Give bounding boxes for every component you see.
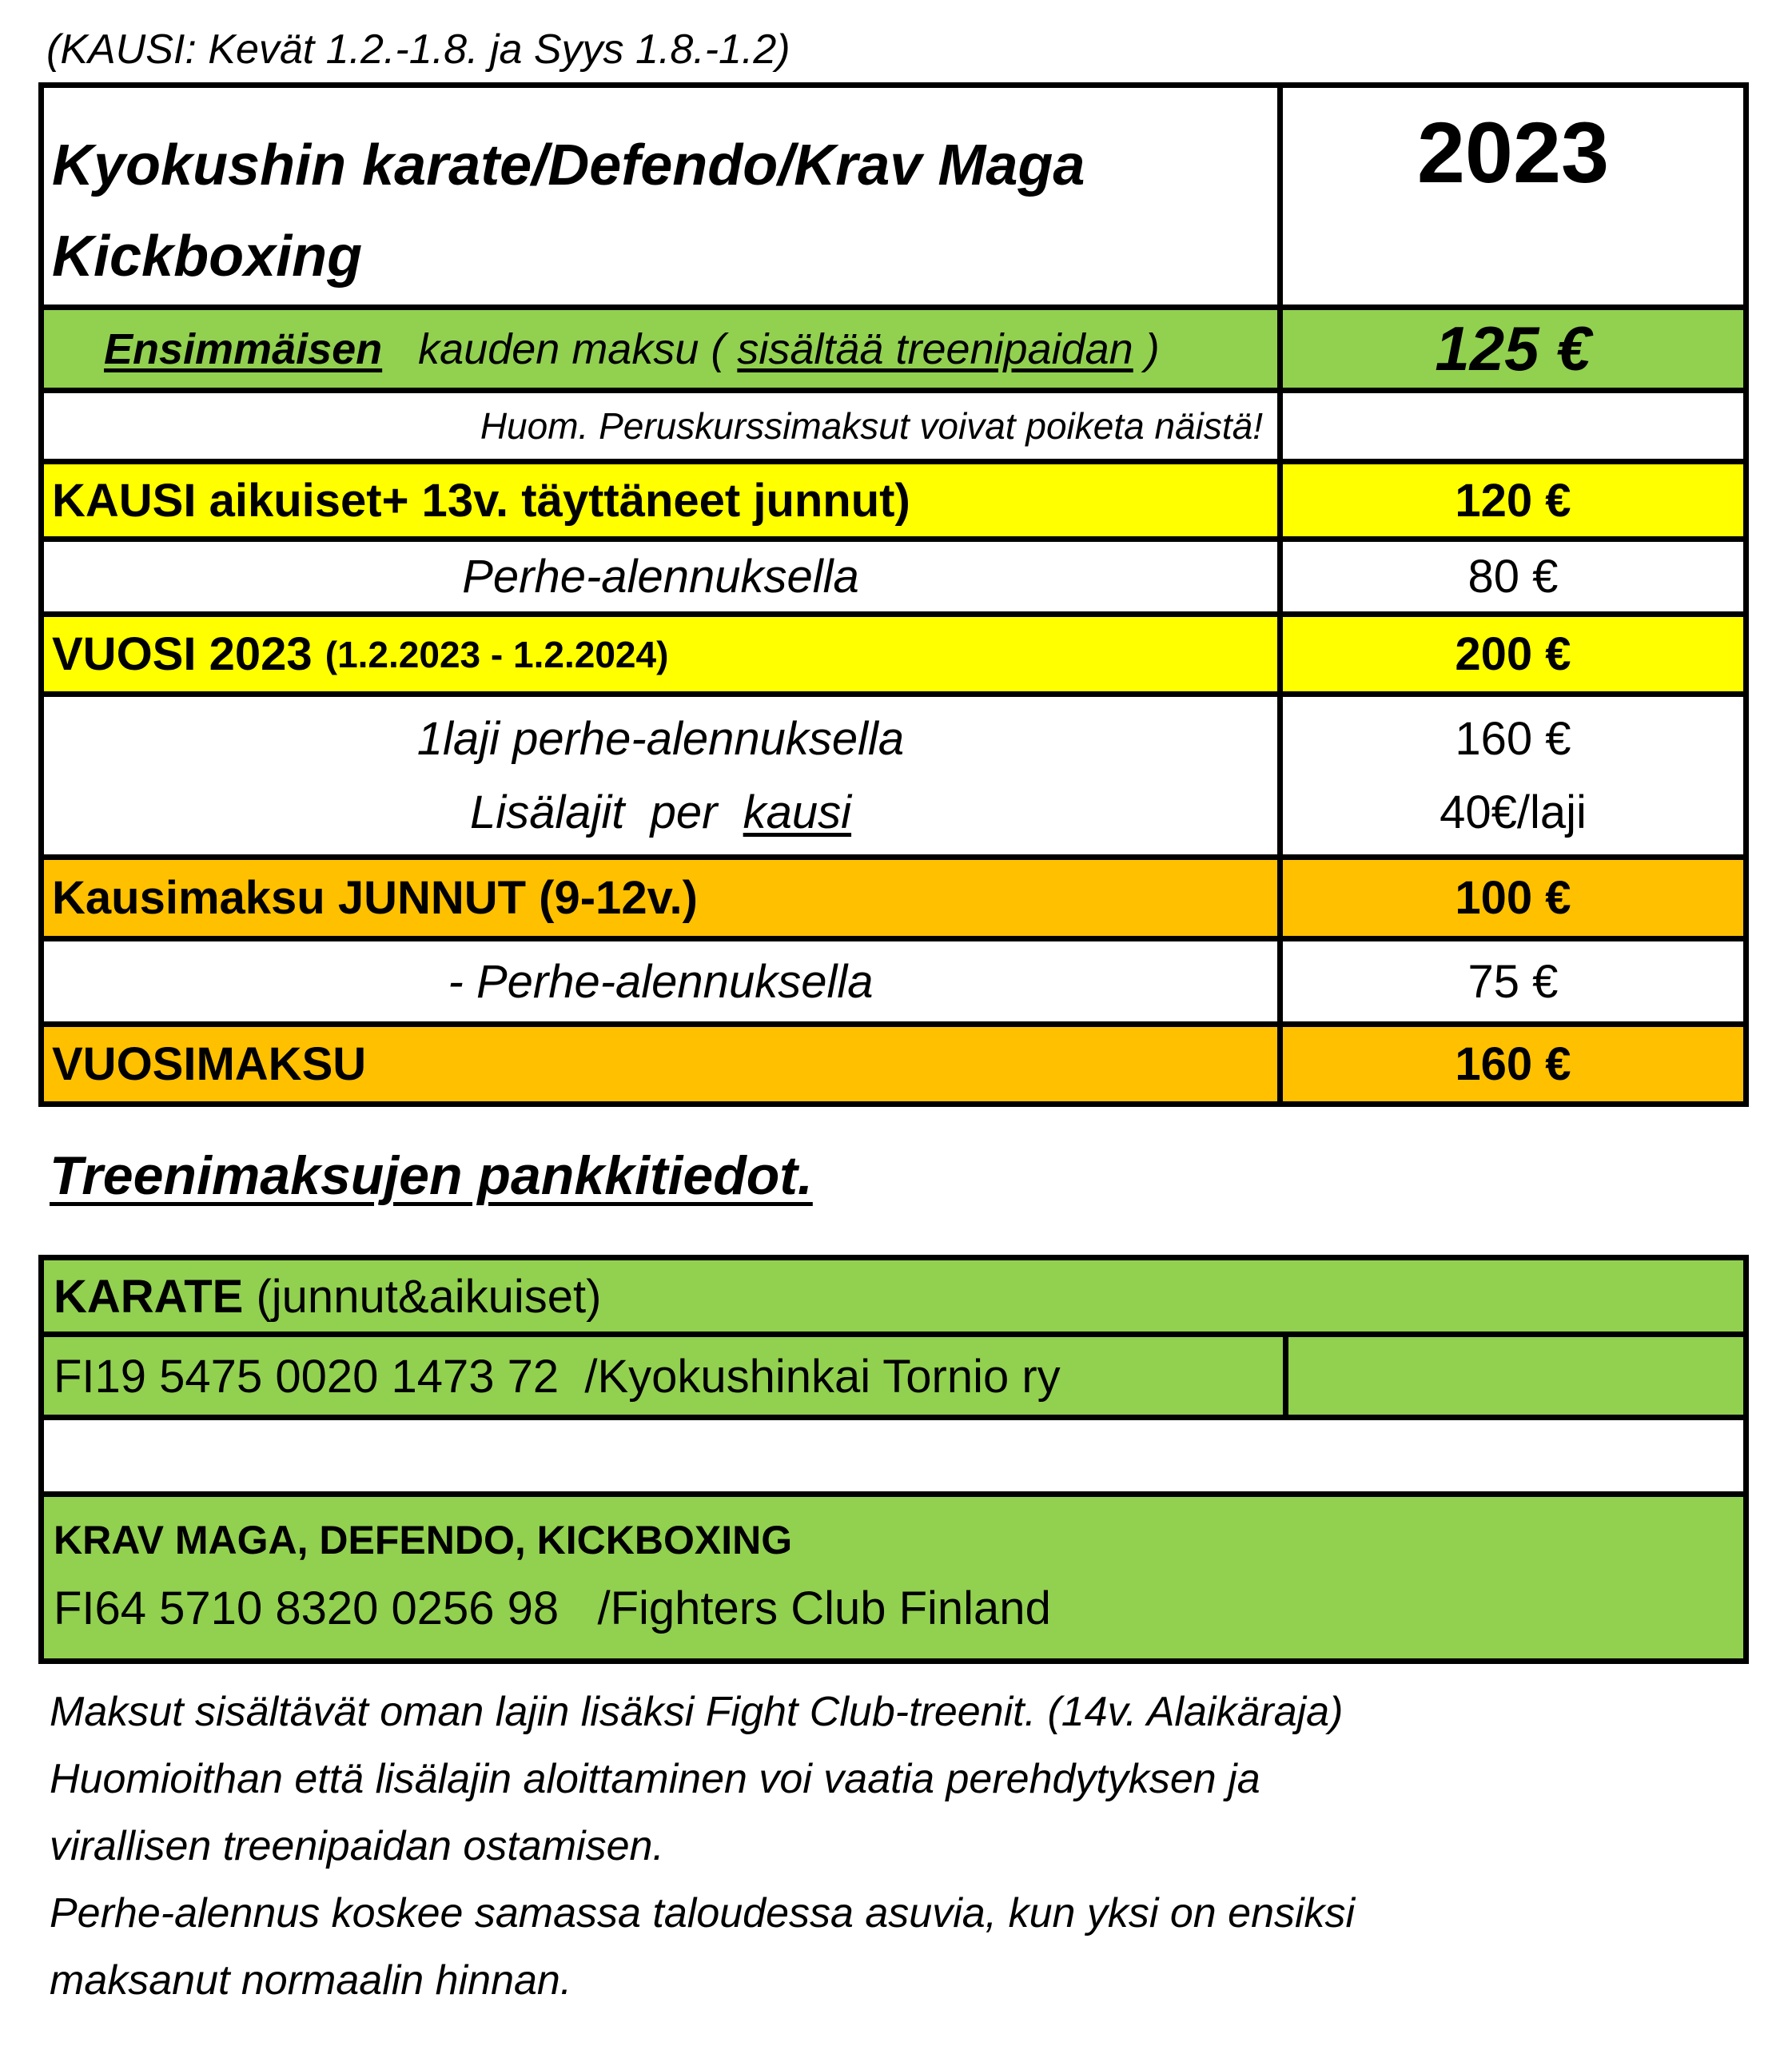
season-adults-label-cell (44, 464, 1283, 536)
year-junior-label: VUOSIMAKSU (52, 1038, 367, 1090)
karate-account: FI19 5475 0020 1473 72 /Kyokushinkai Tornio ry (54, 1351, 1061, 1403)
first-fee-label-mid: kauden maksu ( (382, 324, 738, 373)
season-junior-family-row (44, 936, 1743, 1021)
season-adults-family-price-cell (1283, 542, 1743, 611)
footer-line-1: Maksut sisältävät oman lajin lisäksi Fight Club-treenit. (14v. Alaikäraja) (50, 1689, 1344, 1735)
first-fee-price: 125 € (1435, 313, 1591, 384)
fighters-row (44, 1497, 1743, 1658)
footer-line-3: virallisen treenipaidan ostamisen. (50, 1823, 664, 1869)
title-cell (44, 88, 1283, 305)
extra-sports-label (470, 776, 851, 850)
karate-title-sub: (junnut&aikuiset) (243, 1271, 602, 1323)
season-adults-price: 120 € (1455, 474, 1571, 527)
note-cell (44, 393, 1283, 459)
extra-sports-label-pre: Lisälajit per (469, 786, 743, 838)
year-fee-label-main: VUOSI 2023 (52, 628, 325, 680)
year-fee-price: 200 € (1455, 628, 1571, 680)
season-adults-label: KAUSI aikuiset+ 13v. täyttäneet junnut) (52, 474, 910, 527)
year-family-label: 1laji perhe-alennuksella (416, 712, 905, 765)
season-junior-price-cell (1283, 860, 1743, 936)
year-family-labels (44, 697, 1277, 854)
year-fee-label (52, 617, 668, 691)
footer-line-5: maksanut normaalin hinnan. (50, 1957, 572, 2004)
year-family-row (44, 691, 1743, 854)
season-junior-family-label-cell (44, 941, 1283, 1021)
season-junior-label: Kausimaksu JUNNUT (9-12v.) (52, 872, 698, 924)
bank-heading: Treenimaksujen pankkitiedot. (50, 1145, 813, 1206)
note-empty-cell (1283, 393, 1743, 459)
title-line-2: Kickboxing (52, 225, 363, 289)
season-adults-family-label: Perhe-alennuksella (462, 551, 859, 603)
first-fee-label-end: ) (1133, 324, 1160, 373)
fighters-account: FI64 5710 8320 0256 98 /Fighters Club Finland (54, 1582, 1051, 1634)
season-adults-family-label-cell (44, 542, 1283, 611)
season-junior-family-label: - Perhe-alennuksella (448, 955, 874, 1008)
first-fee-price-cell (1283, 310, 1743, 388)
season-junior-label-cell (44, 860, 1283, 936)
footer-line-4: Perhe-alennus koskee samassa taloudessa asuvia, kun yksi on ensiksi (50, 1890, 1356, 1937)
first-fee-label-bold: Ensimmäisen (104, 324, 383, 373)
header-row (44, 88, 1743, 305)
year-fee-price-cell (1283, 617, 1743, 691)
title-line-1: Kyokushin karate/Defendo/Krav Maga (52, 133, 1085, 197)
year-family-label-cell (44, 697, 1283, 854)
year-cell (1283, 88, 1743, 305)
season-junior-family-price: 75 € (1467, 955, 1559, 1008)
year-label: 2023 (1416, 104, 1610, 201)
bank-spacer-row (44, 1420, 1743, 1497)
karate-account-divider (1283, 1337, 1288, 1415)
karate-title (54, 1265, 601, 1329)
year-family-price-cell (1283, 697, 1743, 854)
price-table (38, 82, 1749, 1107)
first-fee-label-cell (44, 310, 1283, 388)
year-fee-label-dates: (1.2.2023 - 1.2.2024) (325, 633, 669, 675)
extra-sports-price: 40€/laji (1440, 786, 1587, 838)
season-junior-price: 100 € (1455, 872, 1571, 924)
karate-title-main: KARATE (54, 1271, 244, 1323)
year-junior-label-cell (44, 1027, 1283, 1101)
year-fee-label-cell (44, 617, 1283, 691)
year-junior-price: 160 € (1455, 1038, 1571, 1090)
season-adults-family-price: 80 € (1467, 551, 1559, 603)
extra-sports-label-period: kausi (743, 786, 852, 838)
karate-title-row (44, 1260, 1743, 1337)
season-adults-row (44, 459, 1743, 536)
year-junior-price-cell (1283, 1027, 1743, 1101)
first-fee-label (104, 310, 1160, 388)
year-junior-row (44, 1021, 1743, 1101)
season-note: (KAUSI: Kevät 1.2.-1.8. ja Syys 1.8.-1.2) (46, 26, 790, 73)
season-junior-row (44, 854, 1743, 936)
sport-title (52, 120, 1085, 302)
season-junior-family-price-cell (1283, 941, 1743, 1021)
footer-line-2: Huomioithan että lisälajin aloittaminen voi vaatia perehdytyksen ja (50, 1756, 1260, 1802)
note-row (44, 388, 1743, 459)
first-fee-label-underlined: sisältää treenipaidan (737, 324, 1133, 373)
first-fee-row (44, 305, 1743, 388)
course-fee-note: Huom. Peruskurssimaksut voivat poiketa näistä! (480, 405, 1263, 447)
bank-table (38, 1255, 1749, 1664)
year-fee-row (44, 611, 1743, 691)
karate-account-row (44, 1337, 1743, 1420)
fighters-title: KRAV MAGA, DEFENDO, KICKBOXING (54, 1518, 793, 1562)
footer-notes (50, 1678, 1355, 2014)
season-adults-price-cell (1283, 464, 1743, 536)
season-adults-family-row (44, 536, 1743, 611)
year-family-price: 160 € (1455, 712, 1571, 765)
